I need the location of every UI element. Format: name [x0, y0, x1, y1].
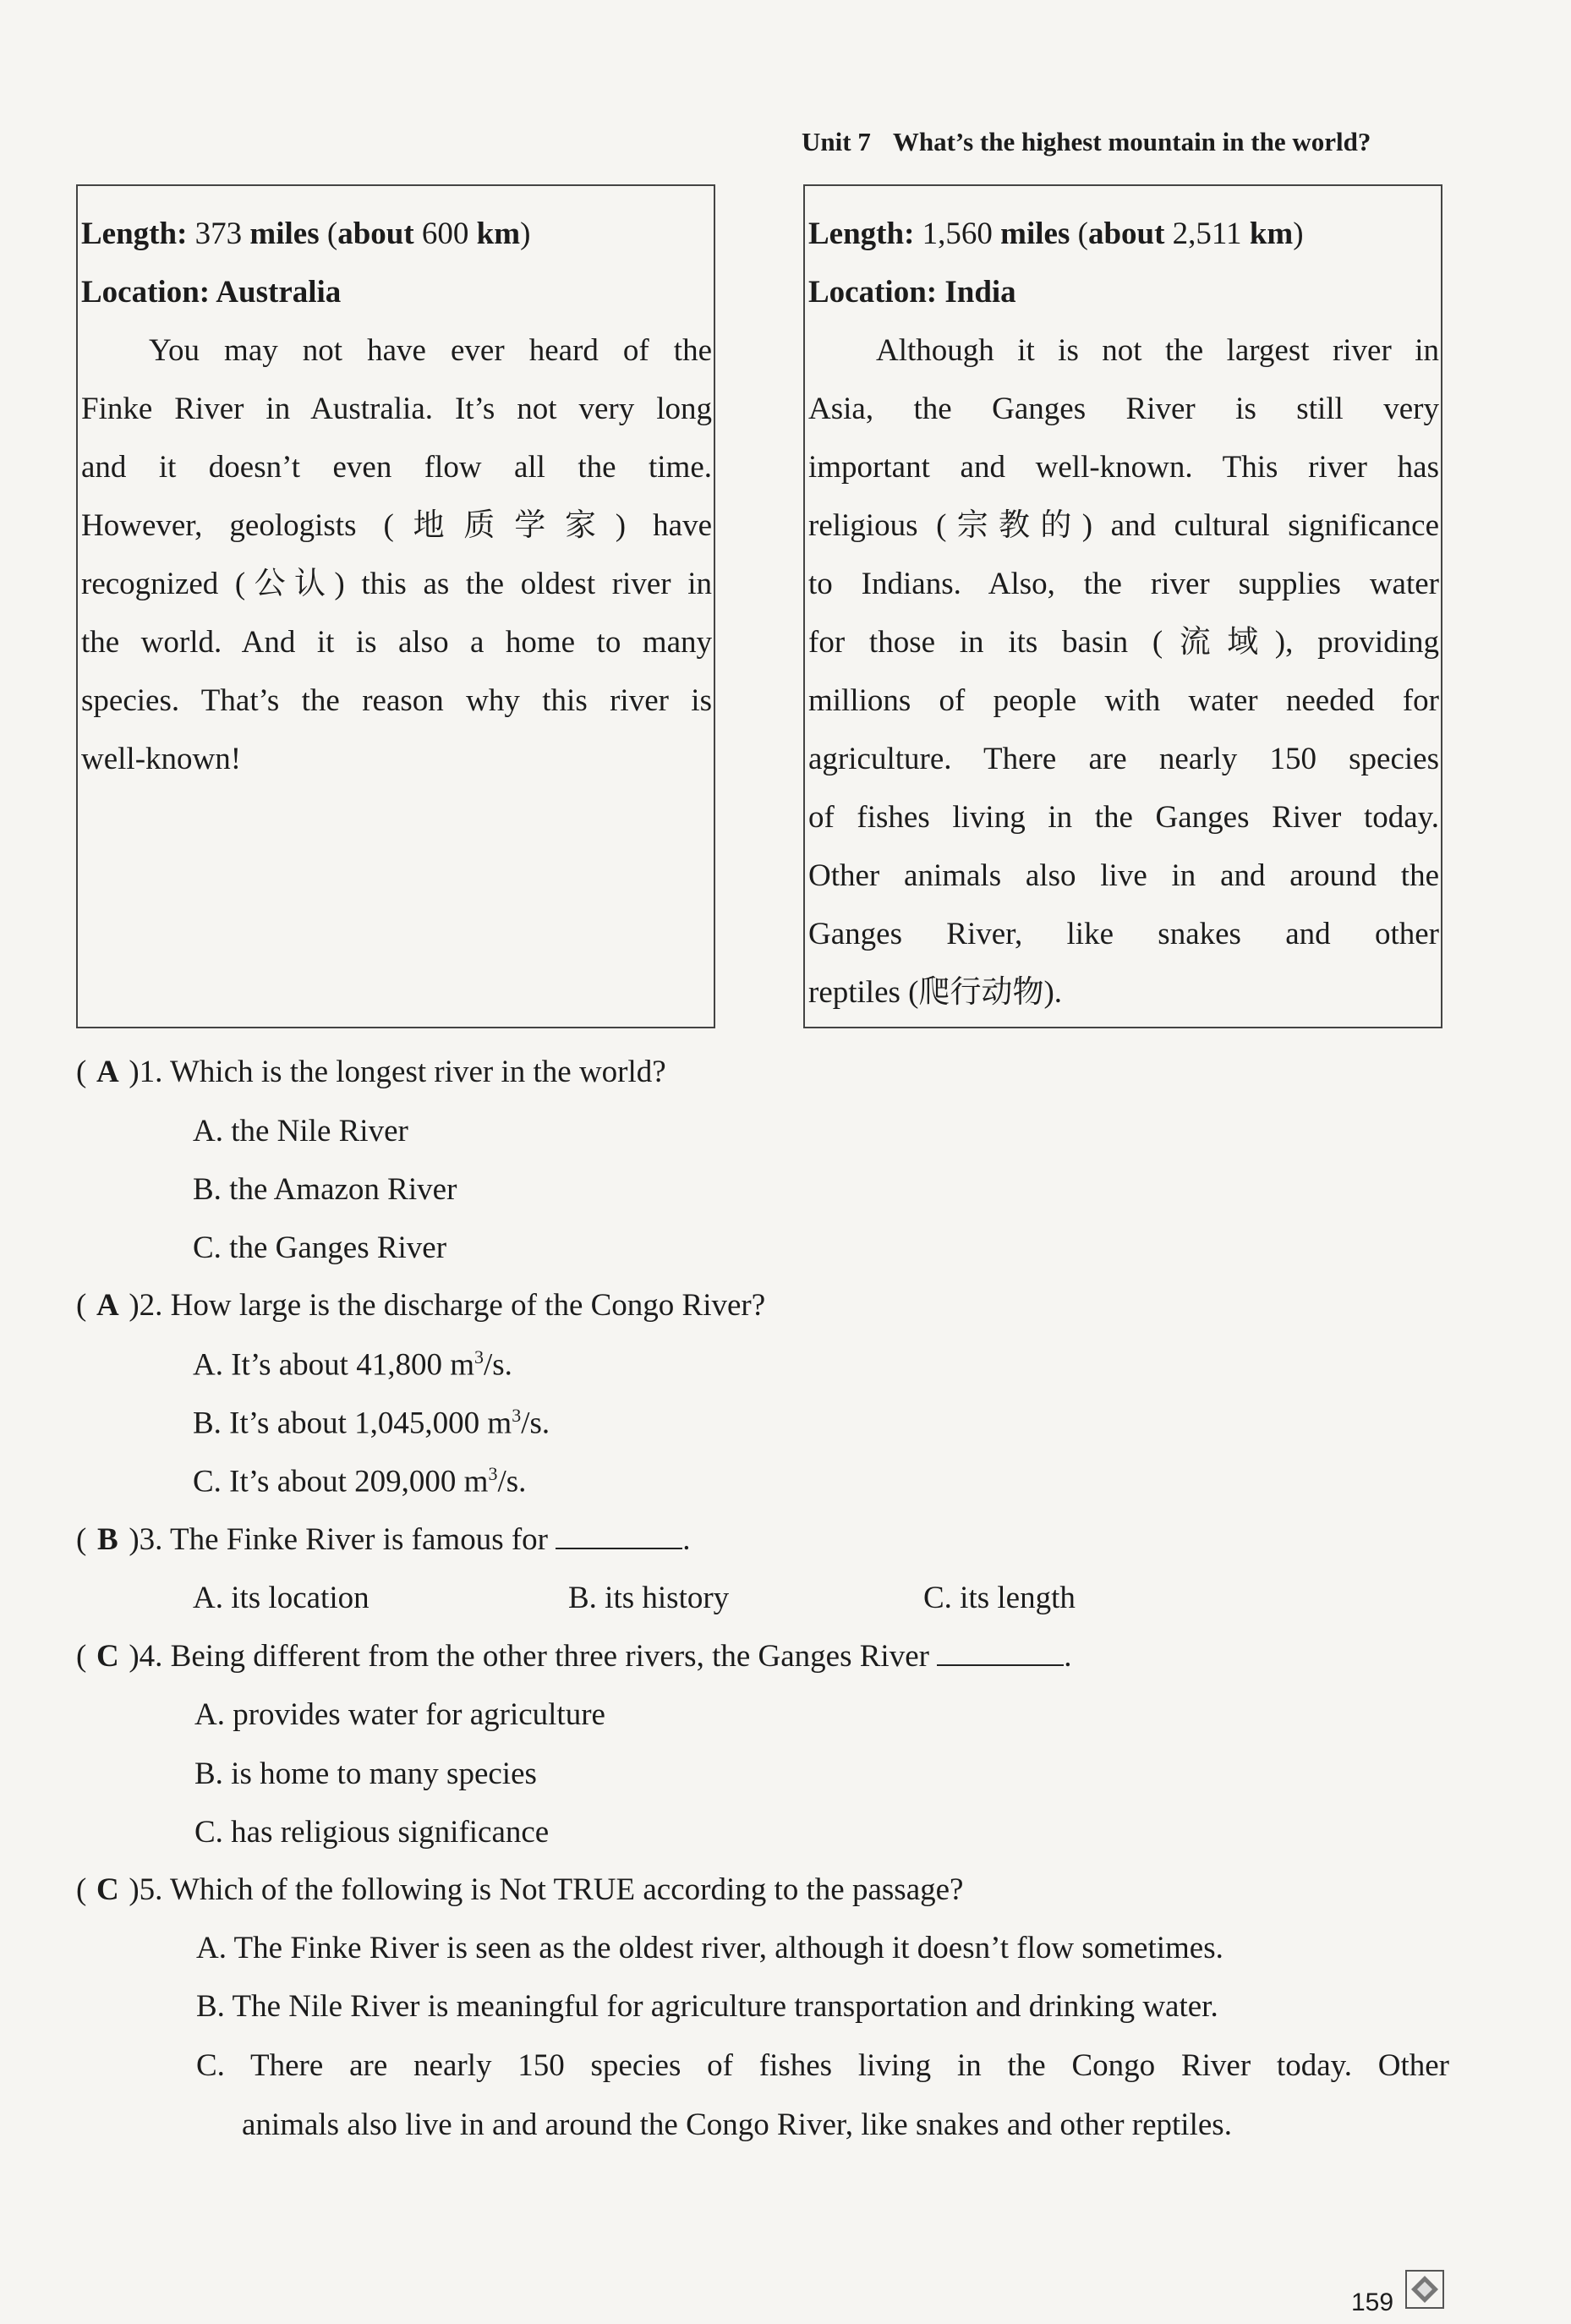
- header-unit: Unit 7: [802, 127, 871, 156]
- question-5: ( C )5. Which of the following is Not TRUE according to the passage?: [76, 1872, 964, 1907]
- page-number: 159: [1351, 2288, 1394, 2316]
- option: B. the Amazon River: [193, 1172, 457, 1207]
- option: C. the Ganges River: [193, 1231, 447, 1265]
- option: A. The Finke River is seen as the oldest river, although it doesn’t flow sometimes.: [196, 1931, 1223, 1965]
- passage-line: However, geologists (地质学家) have: [81, 508, 712, 543]
- passage-line: the world. And it is also a home to many: [81, 625, 712, 660]
- length-line: Length: 1,560 miles (about 2,511 km): [808, 217, 1304, 251]
- question-2: ( A )2. How large is the discharge of the Congo River?: [76, 1288, 766, 1323]
- option: C. There are nearly 150 species of fishes living in the Congo River today. Other: [196, 2048, 1449, 2083]
- answer-3: B: [96, 1522, 118, 1557]
- passage-line: well-known!: [81, 742, 242, 776]
- finke-river-box: [76, 184, 715, 1028]
- option: A. It’s about 41,800 $m^3/s$.: [193, 1346, 512, 1383]
- answer-blank: [937, 1641, 1064, 1666]
- length-line: Length: 373 miles (about 600 km): [81, 217, 531, 251]
- option: C. has religious significance: [194, 1815, 550, 1850]
- passage-line: species. That’s the reason why this river is: [81, 683, 712, 718]
- passage-line: religious (宗教的) and cultural significance: [808, 508, 1439, 543]
- passage-line: Although it is not the largest river in: [876, 333, 1439, 368]
- ganges-river-box: [803, 184, 1442, 1028]
- passage-line: You may not have ever heard of the: [149, 333, 712, 368]
- location-line: Location: India: [808, 275, 1016, 310]
- question-3: ( B )3. The Finke River is famous for .: [76, 1522, 691, 1557]
- location-line: Location: Australia: [81, 275, 342, 310]
- option: B. is home to many species: [194, 1757, 537, 1791]
- passage-line: to Indians. Also, the river supplies water: [808, 567, 1439, 601]
- option-continuation: animals also live in and around the Congo River, like snakes and other reptiles.: [242, 2107, 1232, 2142]
- passage-line: agriculture. There are nearly 150 species: [808, 742, 1439, 776]
- answer-1: A: [96, 1055, 119, 1089]
- question-1: ( A )1. Which is the longest river in the world?: [76, 1055, 666, 1089]
- passage-line: and it doesn’t even flow all the time.: [81, 450, 712, 485]
- passage-line: Other animals also live in and around the: [808, 858, 1439, 893]
- option: A. provides water for agriculture: [194, 1697, 605, 1732]
- option: A. its location: [193, 1581, 369, 1615]
- running-header: [802, 127, 1371, 157]
- passage-line: important and well-known. This river has: [808, 450, 1439, 485]
- header-title: What’s the highest mountain in the world?: [892, 127, 1371, 156]
- option: C. its length: [923, 1581, 1076, 1615]
- passage-line: Ganges River, like snakes and other: [808, 917, 1439, 951]
- passage-line: Asia, the Ganges River is still very: [808, 392, 1439, 426]
- passage-line: for those in its basin (流域), providing: [808, 625, 1439, 660]
- option: C. It’s about 209,000 $m^3/s$.: [193, 1463, 527, 1499]
- answer-5: C: [96, 1872, 119, 1907]
- option: B. It’s about 1,045,000 $m^3/s$.: [193, 1405, 550, 1441]
- answer-2: A: [96, 1288, 119, 1323]
- option: B. The Nile River is meaningful for agriculture transportation and drinking water.: [196, 1989, 1218, 2024]
- question-4: ( C )4. Being different from the other three rivers, the Ganges River .: [76, 1639, 1072, 1674]
- answer-blank: [556, 1524, 682, 1549]
- passage-line: recognized (公认) this as the oldest river in: [81, 567, 712, 601]
- passage-line: of fishes living in the Ganges River today.: [808, 800, 1439, 835]
- passage-line: Finke River in Australia. It’s not very long: [81, 392, 712, 426]
- diamond-icon: [1404, 2268, 1446, 2310]
- passage-line: reptiles (爬行动物).: [808, 975, 1063, 1010]
- option: B. its history: [568, 1581, 730, 1615]
- passage-line: millions of people with water needed for: [808, 683, 1439, 718]
- option: A. the Nile River: [193, 1114, 408, 1148]
- answer-4: C: [96, 1639, 119, 1674]
